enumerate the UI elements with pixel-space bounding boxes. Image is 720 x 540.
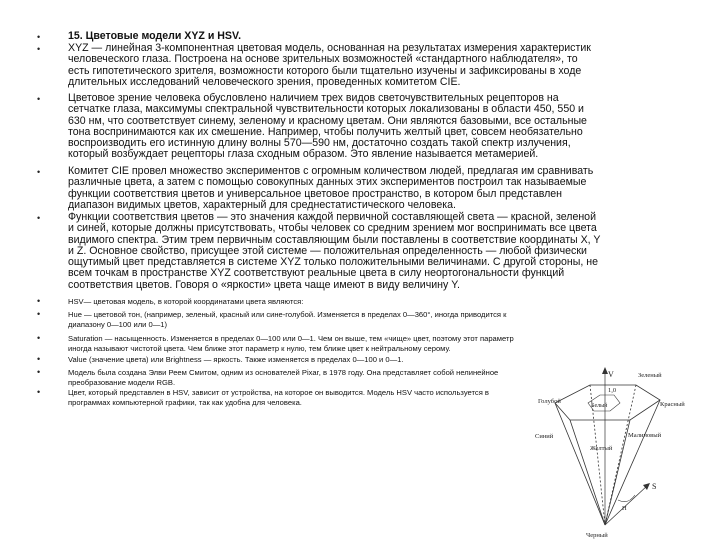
hexcone-edge <box>605 385 636 525</box>
bullet-marker: • <box>37 367 41 377</box>
h-axis-label: H <box>622 505 627 512</box>
bullet-marker: • <box>37 44 41 54</box>
paragraph-matching-functions: Функции соответствия цветов — это значения каждой первичной составляющей света — красной, зеленой и синей, которые должны присутствовать, чтобы человек со средним зрением мог воспринимать все цвета видимого спектра. Этим трем первичным составляющим были поставлены в соответствие координаты X, Y и Z. Основное свойство, присущее этой системе — положительная определенность — любой физически ощутимый цвет представляется в системе XYZ только положительными величинами. С другой стороны, не всем точкам в пространстве XYZ соответствуют реальные цвета в силу неортогональности функций соответствия цветов. Говоря о «яркости» цвета чаще имеют в виду величину Y. <box>68 211 601 291</box>
label-blue: Голубой <box>538 398 561 405</box>
label-red: Красный <box>660 401 685 408</box>
bullet-marker: • <box>37 94 41 104</box>
bullet-marker: • <box>37 354 41 364</box>
label-cyan: Синий <box>535 433 554 440</box>
hexcone-edge <box>555 403 605 525</box>
h-arc <box>618 495 635 502</box>
label-yellow: Желтый <box>590 445 613 452</box>
s-axis-label: S <box>652 482 657 491</box>
hsv-hexcone-diagram <box>510 365 690 540</box>
paragraph-saturation: Saturation — насыщенность. Изменяется в пределах 0—100 или 0—1. Чем он выше, тем «чище» цвет, поэтому этот параметр иногда называют чистотой цвета. Чем ближе этот параметр к нулю, тем ближе цвет к нейтральному серому. <box>68 334 514 353</box>
label-magenta: Малиновый <box>628 432 662 439</box>
paragraph-color-vision: Цветовое зрение человека обусловлено наличием трех видов светочувствительных рецепторов на сетчатке глаза, максимумы спектральной чувствительности которых локализованы в области 450, 550 и 630 нм, что соответствует синему, зеленому и красному цветам. Они являются базовыми, все остальные тона воспринимаются как их смешение. Например, чтобы получить желтый цвет, совсем необязательно воспроизводить его истинную длину волны 570—590 нм, достаточно создать такой спектр излучения, который возбуждает рецепторы глаза сходным образом. Это явление называется метамерией. <box>68 92 587 161</box>
bullet-marker: • <box>37 167 41 177</box>
label-green: Зеленый <box>638 372 662 379</box>
section-title: 15. Цветовые модели XYZ и HSV. <box>68 30 242 42</box>
v-max-label: 1,0 <box>608 387 617 394</box>
paragraph-cie-experiments: Комитет CIE провел множество экспериментов с огромным количеством людей, предлагая им сравнивать различные цвета, а затем с помощью совокупных данных этих экспериментов построил так называемые функции соответствия цветов и универсальное цветовое пространство, в котором был представлен диапазон видимых цветов, характерный для среднестатистического человека. <box>68 165 594 211</box>
paragraph-hsv-intro: HSV— цветовая модель, в которой координатами цвета являются: <box>68 297 304 306</box>
bullet-marker: • <box>37 296 41 306</box>
paragraph-hue: Hue — цветовой тон, (например, зеленый, красный или сине-голубой. Изменяется в пределах 0—360°, иногда приводится к диапазону 0—100 или 0—1) <box>68 310 507 329</box>
paragraph-xyz-definition: XYZ — линейная 3-компонентная цветовая модель, основанная на результатах измерения характеристик человеческого глаза. Построена на основе зрительных возможностей «стандартного наблюдателя», то есть гипотетического зрителя, возможности которого были тщательно изучены и зафиксированы в ходе длительных исследований человеческого зрения, проведенных комитетом CIE. <box>68 42 591 88</box>
label-white: Белый <box>591 403 608 409</box>
paragraph-value: Value (значение цвета) или Brightness — яркость. Также изменяется в пределах 0—100 и 0—1. <box>68 355 404 364</box>
paragraph-history: Модель была создана Элви Реем Смитом, одним из основателей Pixar, в 1978 году. Она представляет собой нелинейное преобразование модели RGB. <box>68 368 499 387</box>
bullet-marker: • <box>37 32 41 42</box>
bullet-marker: • <box>37 309 41 319</box>
paragraph-device-dependence: Цвет, который представлен в HSV, зависит от устройства, на которое он выводится. Модель HSV часто используется в программах компьютерной графики, так как удобна для человека. <box>68 388 489 407</box>
bullet-marker: • <box>37 333 41 343</box>
v-axis-label: V <box>608 370 614 379</box>
bullet-marker: • <box>37 387 41 397</box>
label-black: Черный <box>586 532 608 539</box>
bullet-marker: • <box>37 213 41 223</box>
